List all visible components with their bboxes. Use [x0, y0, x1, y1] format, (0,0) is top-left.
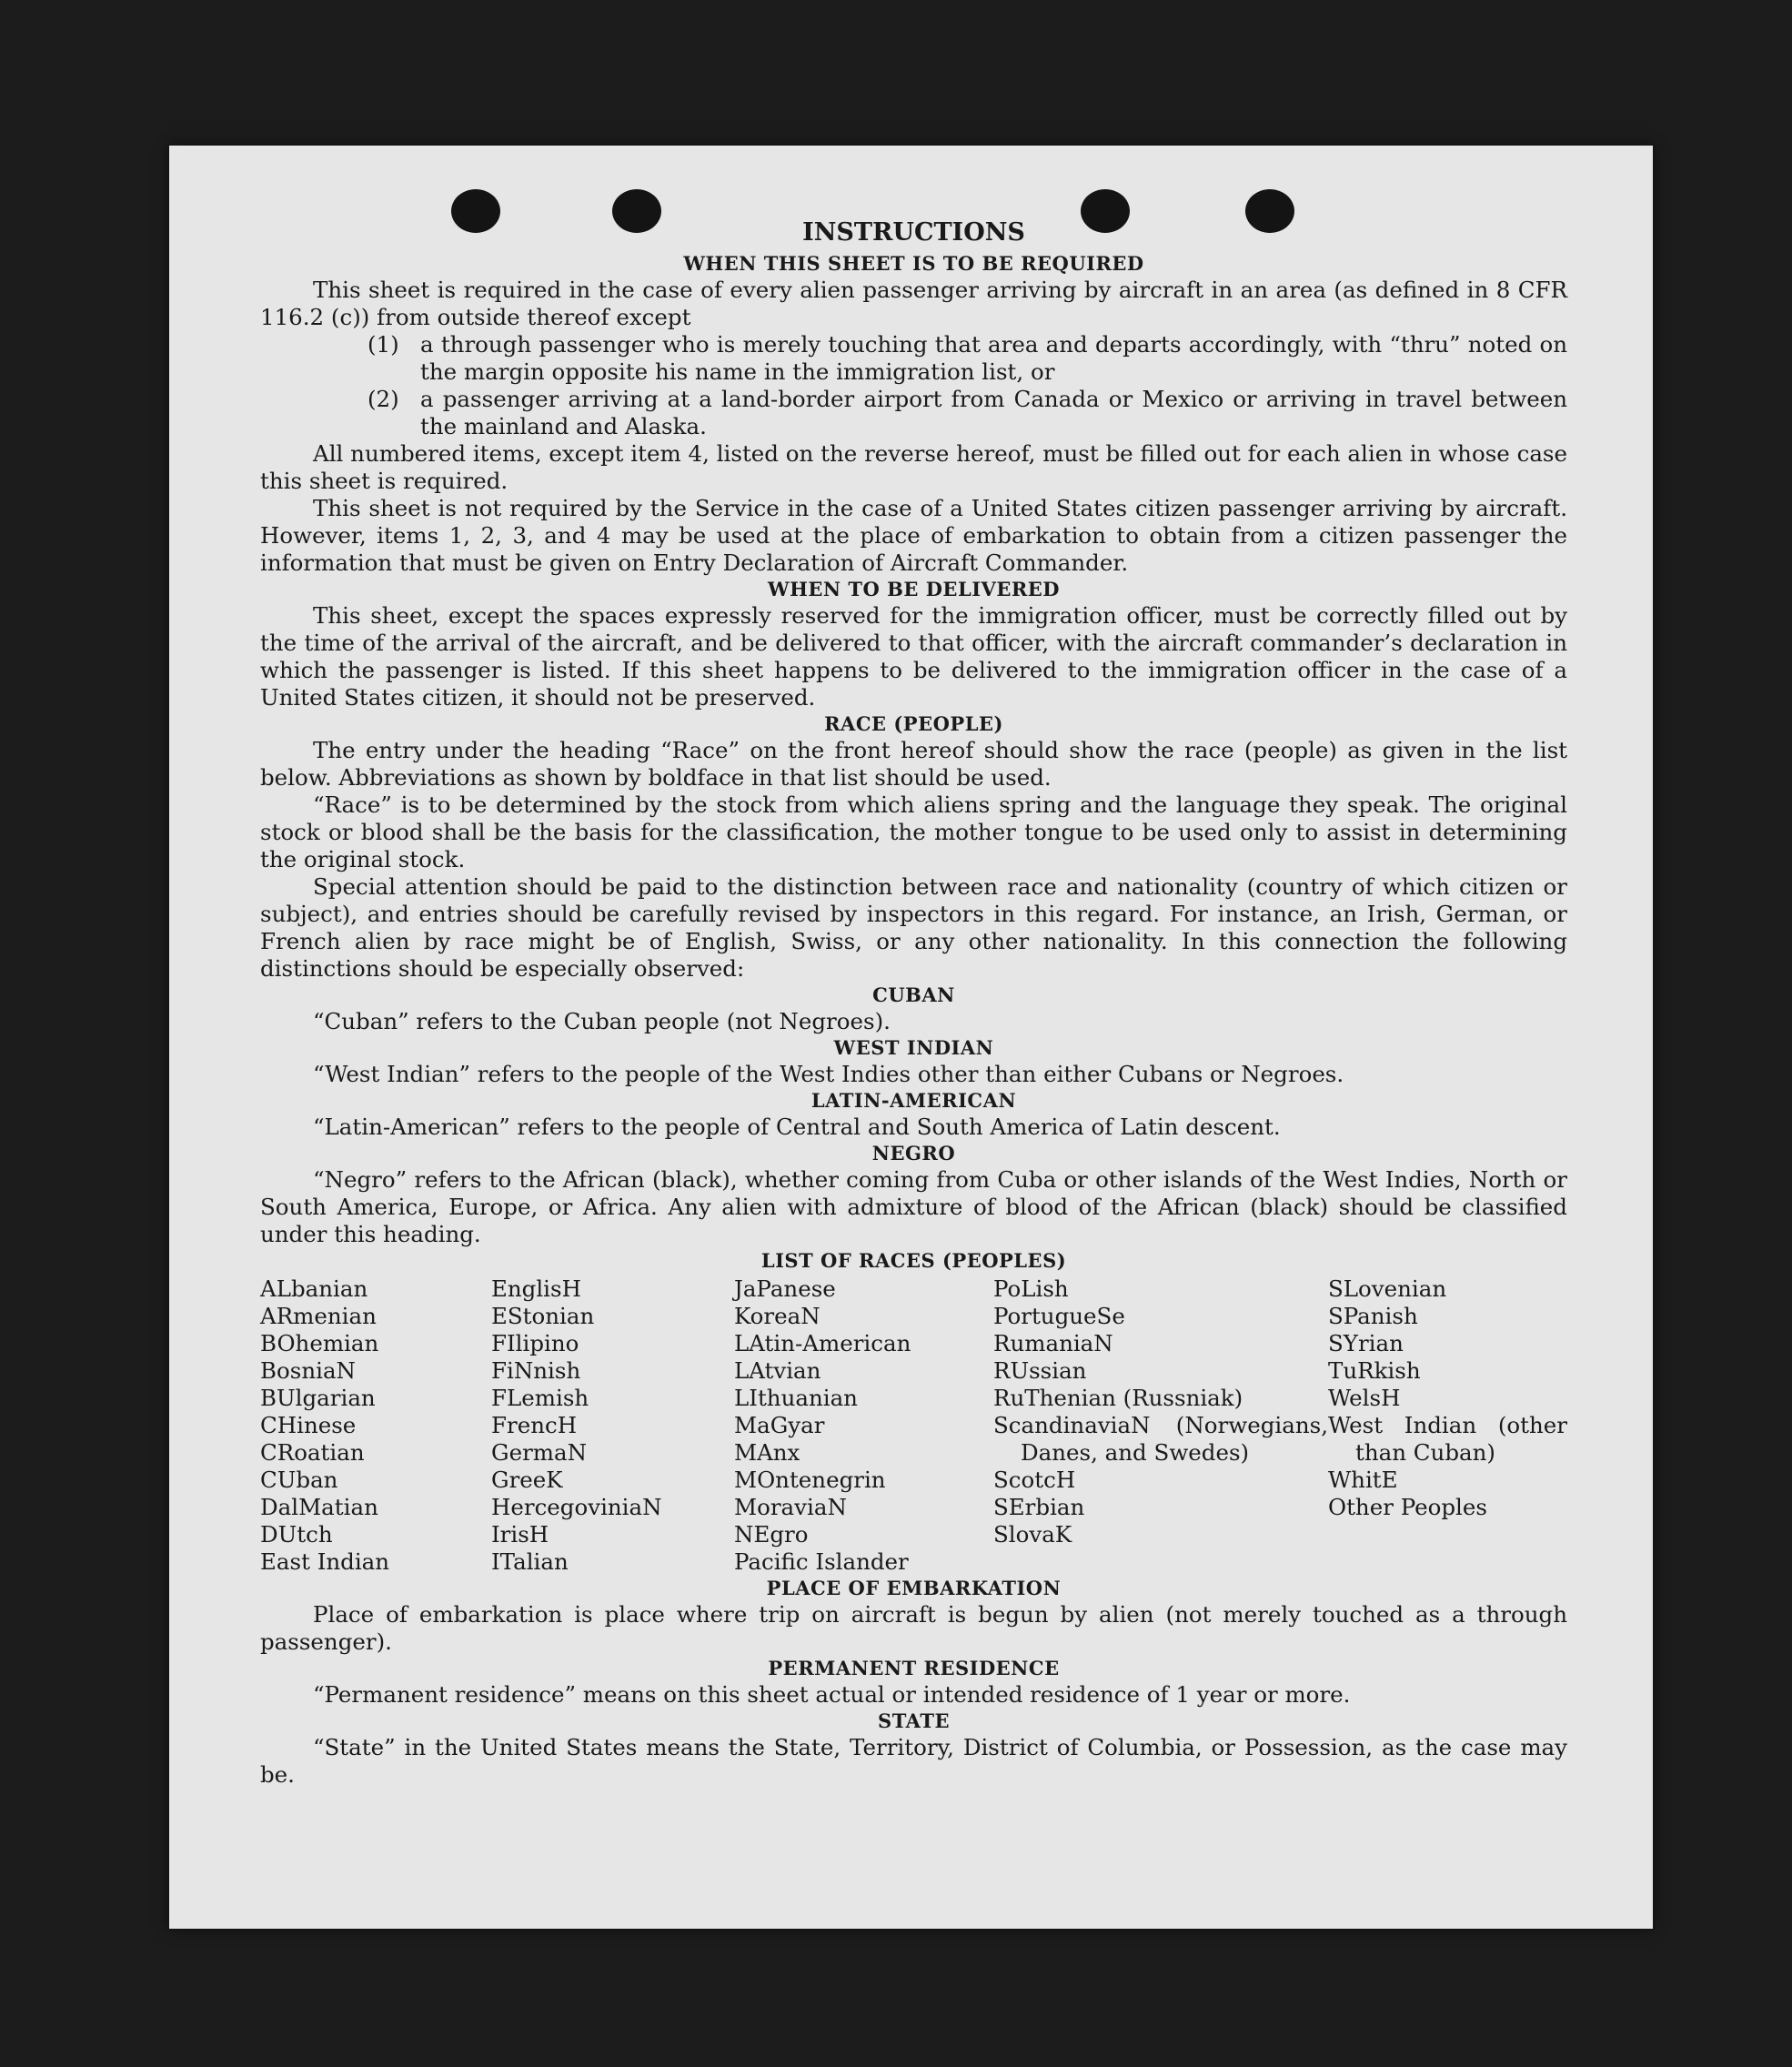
- section-heading: PERMANENT RESIDENCE: [768, 1657, 1060, 1679]
- race-entry: EStonian: [491, 1303, 595, 1329]
- race-entry: BOhemian: [260, 1330, 379, 1356]
- race-entry: FLemish: [491, 1385, 589, 1411]
- section-heading: NEGRO: [871, 1142, 956, 1165]
- section-heading: WHEN THIS SHEET IS TO BE REQUIRED: [683, 252, 1144, 275]
- race-entry: ScotcH: [993, 1467, 1076, 1493]
- race-entry: FiNnish: [491, 1357, 581, 1384]
- race-entry: NEgro: [734, 1521, 809, 1548]
- section-heading: WEST INDIAN: [833, 1036, 994, 1059]
- race-entry: CHinese: [260, 1412, 357, 1438]
- race-entry: SErbian: [993, 1494, 1085, 1520]
- item-text: a passenger arriving at a land-border airport from Canada or Mexico or arriving in travel between the mainland and Alaska.: [420, 386, 1567, 439]
- section-heading: WHEN TO BE DELIVERED: [767, 578, 1060, 600]
- race-entry: PoLish: [993, 1275, 1069, 1302]
- race-entry: BUlgarian: [260, 1385, 376, 1411]
- race-entry: MaGyar: [734, 1412, 825, 1438]
- section-heading: LATIN-AMERICAN: [810, 1089, 1017, 1112]
- paragraph: “Permanent residence” means on this sheet actual or intended residence of 1 year or more.: [313, 1681, 1351, 1708]
- paragraph: This sheet is not required by the Service in the case of a United States citizen passenger arriving by aircraft. However, items 1, 2, 3, and 4 may be used at the place of embarkation to obtain from a citizen passenger the information that must be given on Entry Declaration of Aircraft Commander.: [260, 495, 1567, 576]
- race-entry: HercegoviniaN: [491, 1494, 662, 1520]
- race-entry: CUban: [260, 1467, 338, 1493]
- race-entry: ScandinaviaN (Norwegians, Danes, and Swedes): [993, 1412, 1328, 1466]
- race-entry: SlovaK: [993, 1521, 1072, 1548]
- race-entry: EnglisH: [491, 1275, 581, 1302]
- race-list: [260, 1275, 1567, 1576]
- race-entry: TuRkish: [1328, 1357, 1421, 1384]
- race-entry: CRoatian: [260, 1439, 365, 1466]
- race-column: [993, 1275, 1328, 1576]
- item-text: a through passenger who is merely touching that area and departs accordingly, with “thru” noted on the margin opposite his name in the immigration list, or: [420, 331, 1567, 385]
- paragraph: This sheet, except the spaces expressly reserved for the immigration officer, must be correctly filled out by the time of the arrival of the aircraft, and be delivered to that officer, with the aircraft commander’s declaration in which the passenger is listed. If this sheet happens to be delivered to the immigration officer in the case of a United States citizen, it should not be preserved.: [260, 602, 1567, 711]
- race-entry: DUtch: [260, 1521, 333, 1548]
- list-item: [367, 386, 1567, 440]
- document-page: [169, 146, 1653, 1929]
- race-column: [734, 1275, 993, 1576]
- race-entry: RuThenian (Russniak): [993, 1385, 1243, 1411]
- race-column: [1328, 1275, 1567, 1576]
- race-entry: BosniaN: [260, 1357, 356, 1384]
- paragraph: This sheet is required in the case of every alien passenger arriving by aircraft in an area (as defined in 8 CFR 116.2 (c)) from outside thereof except: [260, 277, 1567, 330]
- race-entry: LIthuanian: [734, 1385, 858, 1411]
- section-heading: PLACE OF EMBARKATION: [766, 1577, 1062, 1599]
- race-column: [260, 1275, 491, 1576]
- race-entry: ALbanian: [260, 1275, 368, 1302]
- race-entry: ARmenian: [260, 1303, 377, 1329]
- instructions-text: [260, 217, 1567, 1789]
- race-entry: PortugueSe: [993, 1303, 1125, 1329]
- race-entry: West Indian (other than Cuban): [1328, 1412, 1567, 1466]
- paragraph: “Cuban” refers to the Cuban people (not Negroes).: [313, 1008, 891, 1034]
- race-entry: SLovenian: [1328, 1275, 1447, 1302]
- section-heading: CUBAN: [872, 983, 955, 1006]
- exception-list: [367, 331, 1567, 440]
- paragraph: All numbered items, except item 4, listed on the reverse hereof, must be filled out for each alien in whose case this sheet is required.: [260, 440, 1567, 494]
- race-entry: SYrian: [1328, 1330, 1404, 1356]
- race-entry: LAtin-American: [734, 1330, 911, 1356]
- paragraph: The entry under the heading “Race” on the front hereof should show the race (people) as given in the list below. Abbreviations as shown by boldface in that list should be used.: [260, 737, 1567, 791]
- race-entry: WhitE: [1328, 1467, 1398, 1493]
- paragraph: “State” in the United States means the State, Territory, District of Columbia, or Possession, as the case may be.: [260, 1734, 1567, 1788]
- item-number: (2): [367, 386, 399, 412]
- race-entry: DalMatian: [260, 1494, 378, 1520]
- race-entry: FIlipino: [491, 1330, 579, 1356]
- paragraph: “Race” is to be determined by the stock from which aliens spring and the language they speak. The original stock or blood shall be the basis for the classification, the mother tongue to be used only to assist in determining the original stock.: [260, 792, 1567, 872]
- paragraph: Place of embarkation is place where trip on aircraft is begun by alien (not merely touched as a through passenger).: [260, 1601, 1567, 1655]
- race-entry: RUssian: [993, 1357, 1087, 1384]
- race-entry: Other Peoples: [1328, 1494, 1487, 1520]
- race-entry: FrencH: [491, 1412, 578, 1438]
- race-entry: GreeK: [491, 1467, 563, 1493]
- item-number: (1): [367, 331, 399, 358]
- section-heading: RACE (PEOPLE): [824, 712, 1003, 735]
- race-entry: JaPanese: [734, 1275, 836, 1302]
- race-entry: WelsH: [1328, 1385, 1401, 1411]
- race-entry: MAnx: [734, 1439, 800, 1466]
- race-entry: MOntenegrin: [734, 1467, 886, 1493]
- paragraph: “Negro” refers to the African (black), whether coming from Cuba or other islands of the West Indies, North or South America, Europe, or Africa. Any alien with admixture of blood of the African (black) should be classified under this heading.: [260, 1166, 1567, 1247]
- section-heading: LIST OF RACES (PEOPLES): [760, 1249, 1067, 1272]
- race-entry: SPanish: [1328, 1303, 1418, 1329]
- section-heading: STATE: [878, 1709, 950, 1732]
- race-entry: East Indian: [260, 1548, 390, 1575]
- list-item: [367, 331, 1567, 386]
- race-entry: Pacific Islander: [734, 1548, 909, 1575]
- race-entry: ITalian: [491, 1548, 569, 1575]
- paragraph: “Latin-American” refers to the people of Central and South America of Latin descent.: [313, 1114, 1281, 1140]
- race-entry: LAtvian: [734, 1357, 821, 1384]
- race-entry: KoreaN: [734, 1303, 820, 1329]
- race-entry: IrisH: [491, 1521, 549, 1548]
- race-entry: RumaniaN: [993, 1330, 1113, 1356]
- page-title: INSTRUCTIONS: [802, 218, 1025, 247]
- paragraph: Special attention should be paid to the distinction between race and nationality (country of which citizen or subject), and entries should be carefully revised by inspectors in this regard. For instance, an Irish, German, or French alien by race might be of English, Swiss, or any other nationality. In this connection the following distinctions should be especially observed:: [260, 873, 1567, 982]
- race-entry: MoraviaN: [734, 1494, 847, 1520]
- race-entry: GermaN: [491, 1439, 588, 1466]
- race-column: [491, 1275, 734, 1576]
- paragraph: “West Indian” refers to the people of the West Indies other than either Cubans or Negroes.: [313, 1061, 1344, 1087]
